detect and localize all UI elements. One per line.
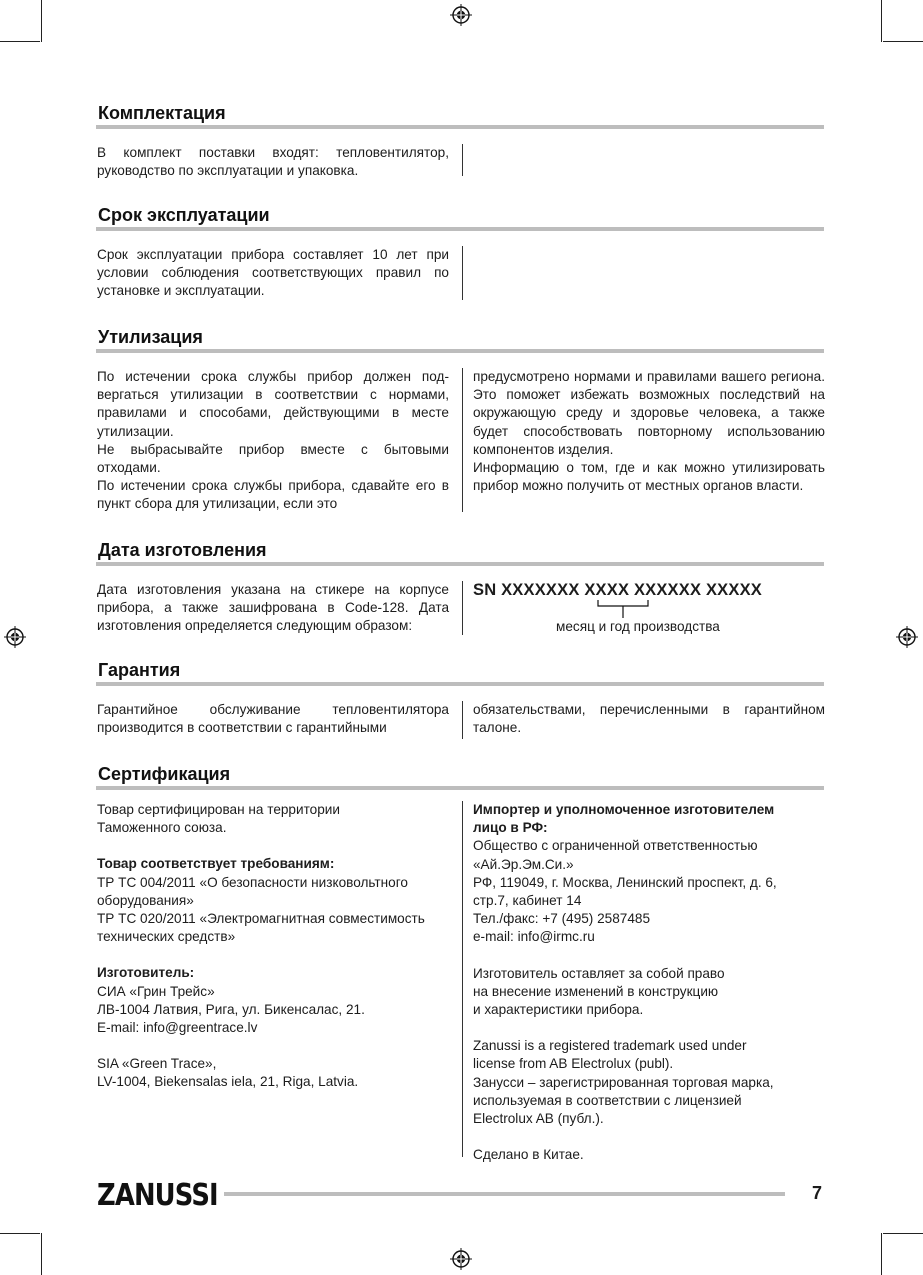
rights-line: и характеристики прибора. (473, 1002, 644, 1018)
rights-line: на внесение изменений в конструкцию (473, 983, 719, 999)
crop-mark (41, 0, 42, 42)
footer-rule (224, 1192, 785, 1196)
section-rule (96, 349, 824, 353)
manufacturer-latin-line: LV-1004, Biekensalas iela, 21, Riga, Latvia. (97, 1074, 359, 1090)
country-of-origin: Сделано в Китае. (473, 1147, 584, 1163)
importer-line: «Ай.Эр.Эм.Си.» (473, 856, 574, 872)
certification-left-column (97, 801, 449, 1092)
zanussi-logo: ZANUSSI (97, 1178, 218, 1213)
serial-number-suffix: XXXXXX XXXXX (629, 581, 762, 599)
crop-mark (41, 1233, 42, 1275)
column-divider (462, 581, 463, 635)
disposal-right-column (473, 368, 825, 495)
cert-text: Таможенного союза. (97, 820, 227, 836)
service-life-text: Срок эксплуатации прибора составляет 10 лет при условии соблюдения соответствующих правил по установке и эксплуатации. (97, 247, 449, 299)
column-divider (462, 368, 463, 512)
manufacturer-email: E-mail: info@greentrace.lv (97, 1020, 258, 1036)
requirements-heading: Товар соответствует требованиям: (97, 856, 335, 872)
kit-text: В комплект поставки входят: тепловентилятор, руководство по эксплуатации и упаковка. (97, 145, 449, 179)
disposal-paragraph: Не выбрасывайте прибор вместе с бытовыми отходами. (97, 441, 449, 476)
section-rule (96, 125, 824, 129)
registration-mark-icon (450, 1248, 472, 1270)
registration-mark-icon (896, 626, 918, 648)
crop-mark (0, 1233, 40, 1234)
requirement-item: ТР ТС 004/2011 «О безопасности низковольтного оборудования» (97, 874, 408, 908)
column-divider (462, 701, 463, 739)
page-number: 7 (812, 1183, 823, 1203)
date-code-bracket (596, 599, 650, 619)
importer-heading: лицо в РФ: (473, 820, 548, 836)
section-rule (96, 786, 824, 790)
section-rule (96, 562, 824, 566)
disposal-paragraph: По истечении срока службы прибора, сдавайте его в пункт сбора для утилизации, если это (97, 478, 449, 512)
disposal-paragraph: По истечении срока службы прибор должен подвергаться утилизации в соответствии с нормами, правилами и способами, действующими в месте утилизации. (97, 369, 449, 439)
manufacturer-heading: Изготовитель: (97, 965, 195, 981)
serial-number-format (473, 581, 762, 600)
section-rule (96, 682, 824, 686)
crop-mark (0, 41, 40, 42)
column-divider (462, 144, 463, 176)
disposal-paragraph: предусмотрено нормами и правилами вашего региона. Это поможет избежать возможных последствий на окружающую среду и здоровье человека, а также будет способствовать повторному использованию компонентов изделия. (473, 369, 825, 457)
serial-number-date-code: XXXX (584, 581, 630, 599)
crop-mark (883, 1233, 923, 1234)
manufacture-date-text: Дата изготовления указана на стикере на корпусе прибора, а также зашифрована в Code-128. Дата изготовления определяется следующим образом: (97, 582, 449, 634)
importer-email: e-mail: info@irmc.ru (473, 929, 595, 945)
manufacturer-line: ЛВ-1004 Латвия, Рига, ул. Бикенсалас, 21. (97, 1001, 365, 1017)
crop-mark (881, 1233, 882, 1275)
serial-number-caption: месяц и год производства (556, 619, 720, 634)
section-title-manufacture-date: Дата изготовления (98, 540, 267, 560)
column-divider (462, 246, 463, 300)
trademark-line: Занусси – зарегистрированная торговая марка, (473, 1074, 774, 1090)
importer-heading: Импортер и уполномоченное изготовителем (473, 802, 775, 817)
disposal-paragraph: Информацию о том, где и как можно утилизировать прибор можно получить от местных органов власти. (473, 460, 825, 494)
importer-address: РФ, 119049, г. Москва, Ленинский проспект, д. 6, (473, 874, 777, 890)
section-rule (96, 227, 824, 231)
trademark-line: Electrolux AB (публ.). (473, 1111, 604, 1127)
importer-address: стр.7, кабинет 14 (473, 893, 582, 909)
disposal-left-column (97, 368, 449, 514)
cert-text: Товар сертифицирован на территории (97, 802, 340, 817)
importer-line: Общество с ограниченной ответственностью (473, 838, 758, 854)
trademark-line: license from AB Electrolux (publ). (473, 1056, 674, 1072)
section-title-kit: Комплектация (98, 103, 226, 123)
crop-mark (883, 41, 923, 42)
serial-number-prefix: SN XXXXXXX (473, 581, 585, 599)
section-title-certification: Сертификация (98, 764, 231, 784)
manufacturer-latin-line: SIA «Green Trace», (97, 1056, 217, 1072)
trademark-line: используемая в соответствии с лицензией (473, 1092, 742, 1108)
section-title-service-life: Срок эксплуатации (98, 205, 270, 225)
warranty-right-text: обязательствами, перечисленными в гарантийном талоне. (473, 702, 825, 736)
manufacturer-line: СИА «Грин Трейс» (97, 983, 215, 999)
rights-line: Изготовитель оставляет за собой право (473, 965, 725, 981)
trademark-line: Zanussi is a registered trademark used under (473, 1038, 747, 1054)
section-title-warranty: Гарантия (98, 660, 181, 680)
column-divider (462, 801, 463, 1157)
registration-mark-icon (4, 626, 26, 648)
section-title-disposal: Утилизация (98, 327, 203, 347)
certification-right-column (473, 801, 825, 1164)
registration-mark-icon (450, 4, 472, 26)
requirement-item: ТР ТС 020/2011 «Электромагнитная совместимость технических средств» (97, 911, 425, 945)
crop-mark (881, 0, 882, 42)
warranty-left-text: Гарантийное обслуживание тепловентилятора производится в соответствии с гарантийными (97, 702, 449, 736)
importer-phone: Тел./факс: +7 (495) 2587485 (473, 911, 651, 927)
